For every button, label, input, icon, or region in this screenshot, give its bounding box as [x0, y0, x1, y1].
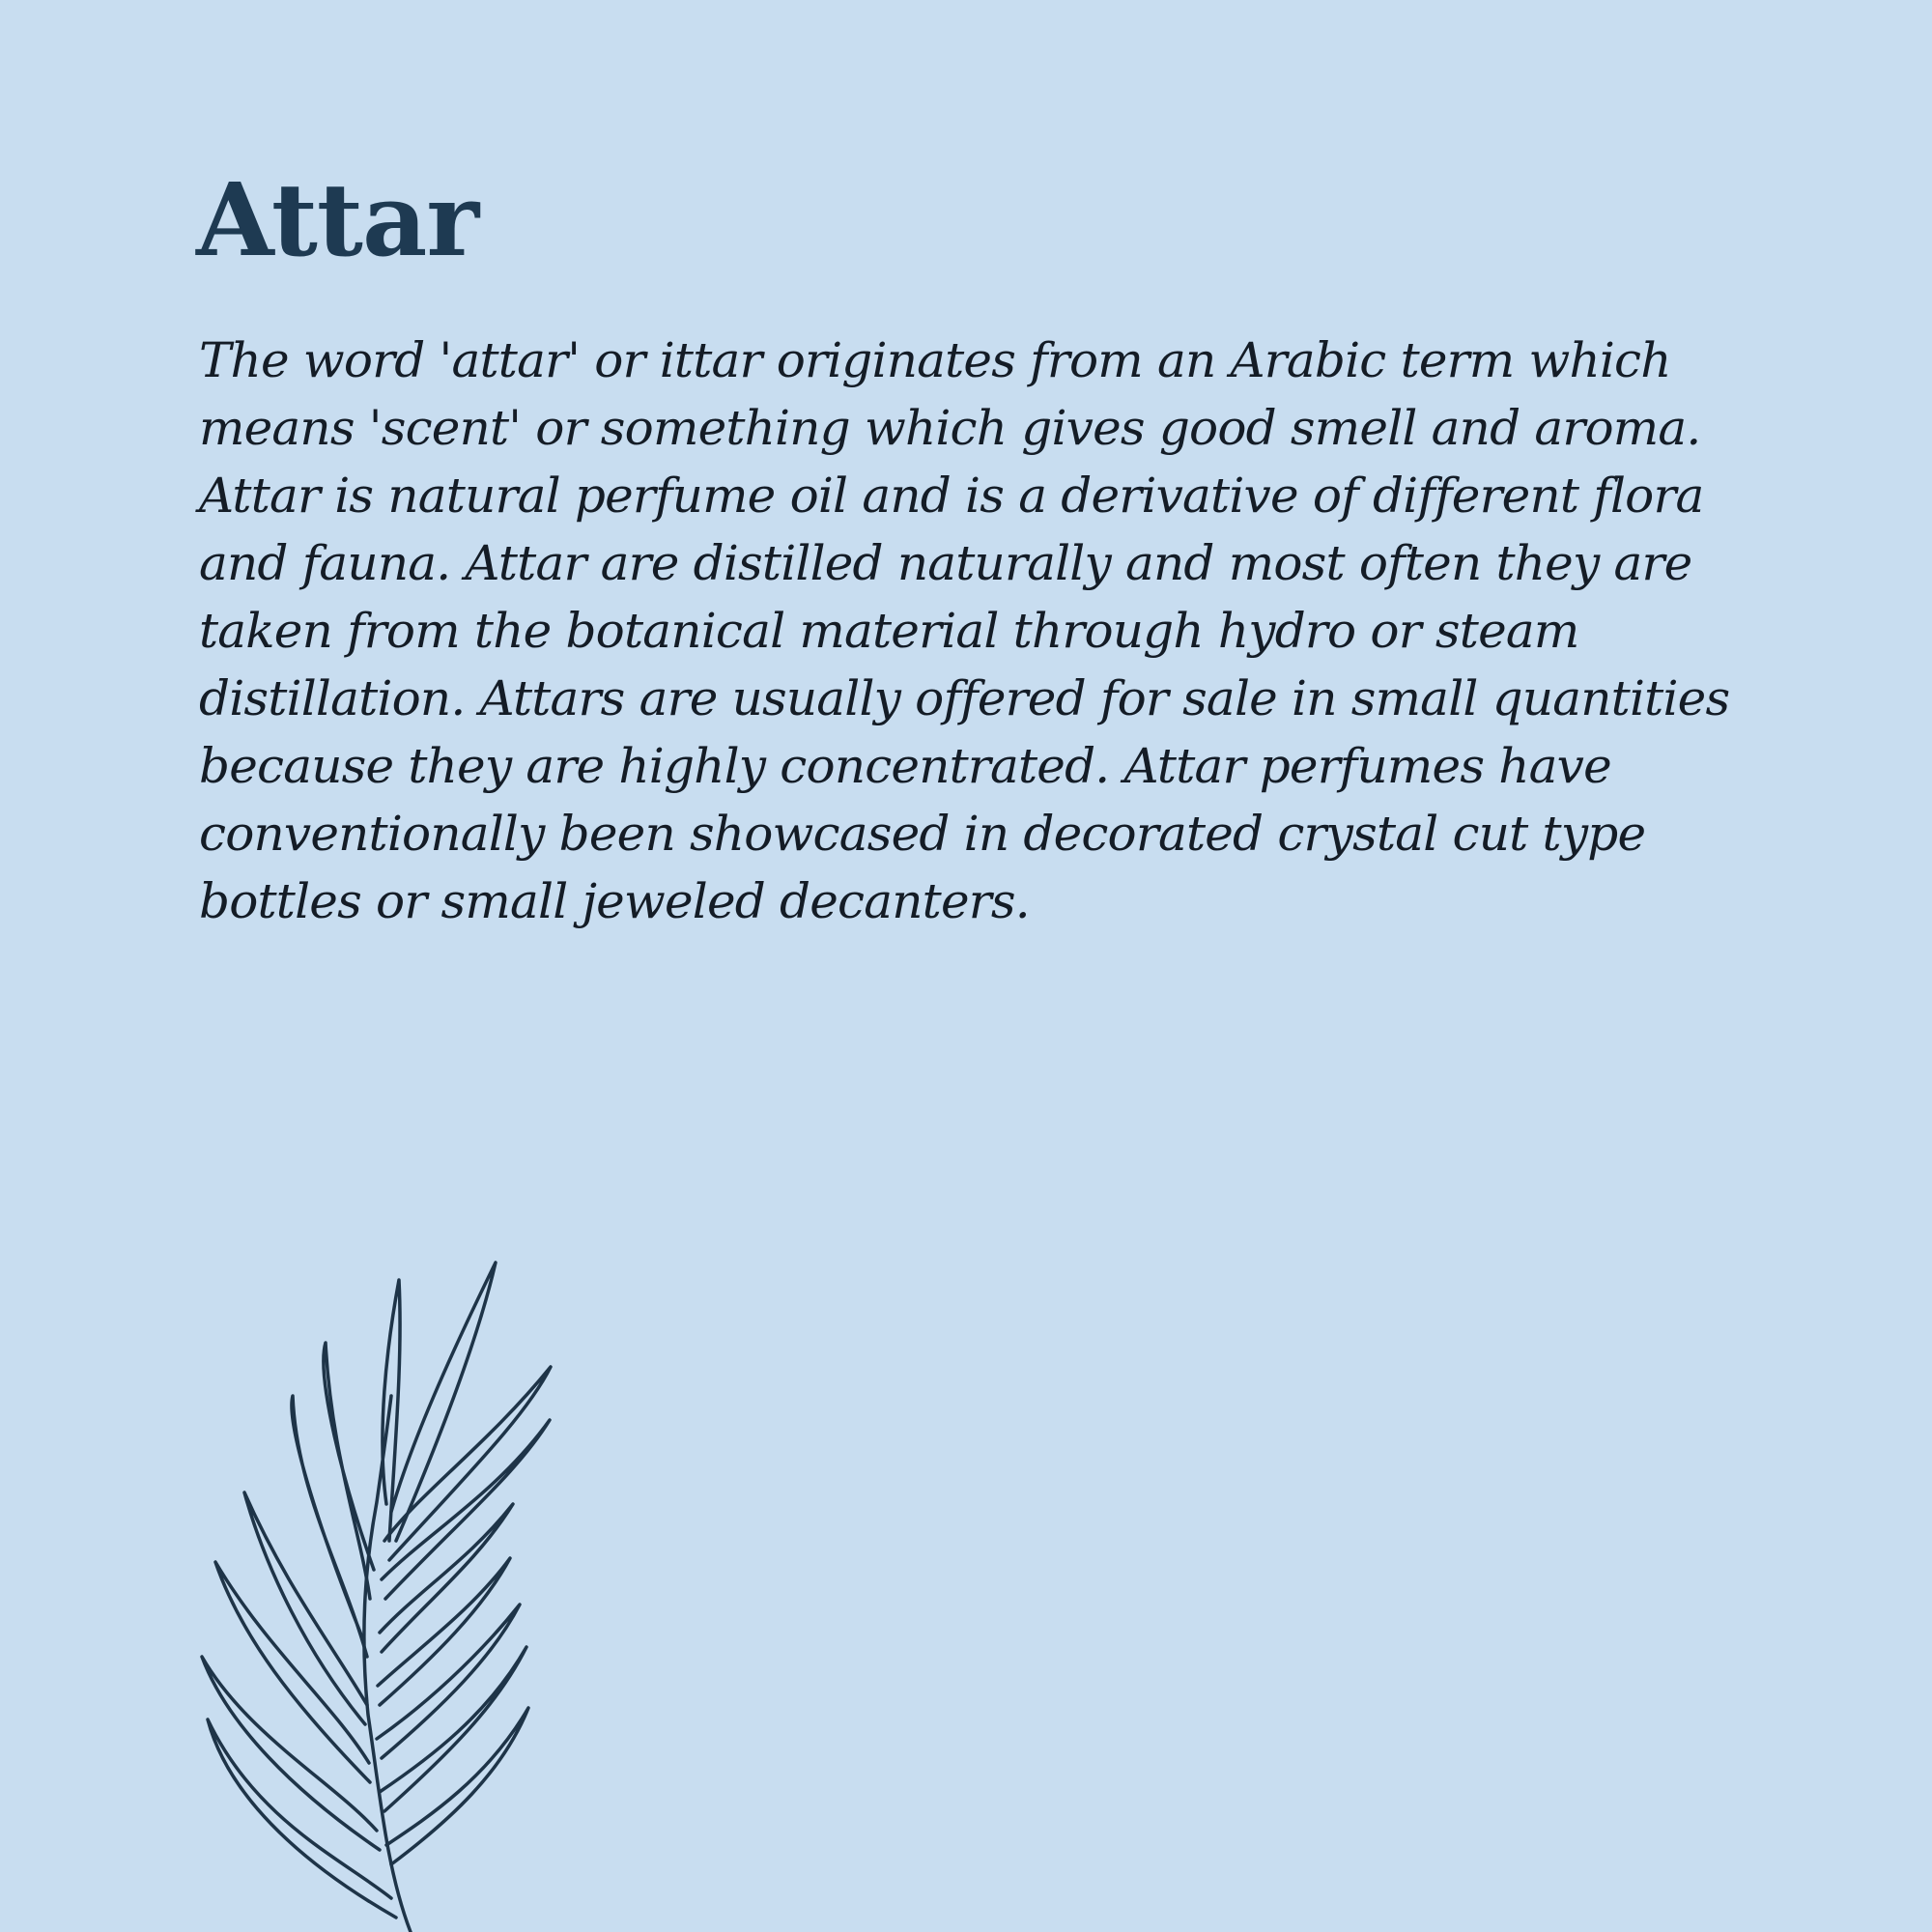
body-paragraph	[199, 327, 1764, 935]
body-line: conventionally been showcased in decorated crystal cut type	[199, 806, 1646, 862]
body-line: Attar is natural perfume oil and is a derivative of different flora	[199, 468, 1704, 524]
body-line: means 'scent' or something which gives good smell and aroma.	[199, 400, 1701, 456]
body-line: because they are highly concentrated. Attar perfumes have	[199, 738, 1611, 794]
body-line: bottles or small jeweled decanters.	[199, 873, 1030, 929]
page-title: Attar	[196, 160, 479, 279]
body-line: taken from the botanical material through hydro or steam	[199, 603, 1579, 659]
body-line: distillation. Attars are usually offered for sale in small quantities	[199, 670, 1730, 726]
palm-leaf-icon	[188, 1251, 565, 1932]
body-line: and fauna. Attar are distilled naturally and most often they are	[199, 535, 1692, 591]
body-line: The word 'attar' or ittar originates from an Arabic term which	[199, 332, 1671, 388]
